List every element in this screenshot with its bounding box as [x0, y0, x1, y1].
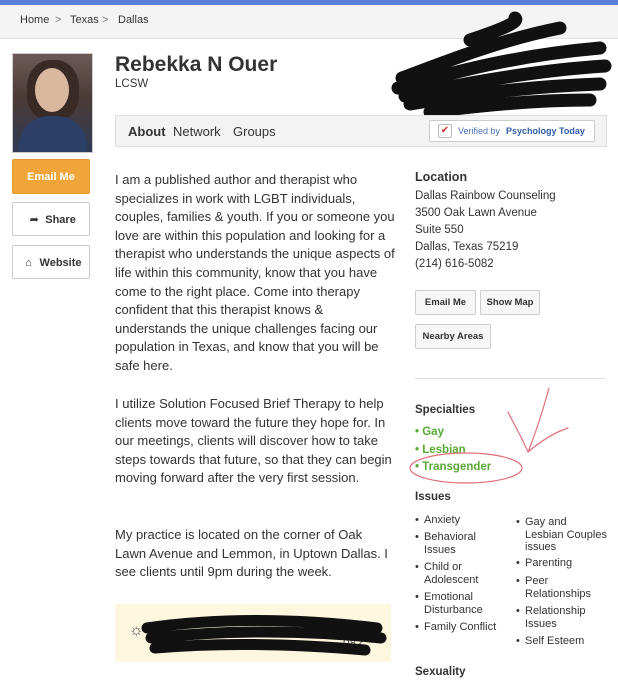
breadcrumb-separator: > [102, 14, 109, 26]
profile-credentials: LCSW [115, 78, 149, 90]
specialties-heading: Specialties [415, 404, 476, 416]
verified-prefix: Verified by [458, 126, 501, 136]
issue-item: • Child or Adolescent [415, 561, 479, 586]
location-line: Dallas, Texas 75219 [415, 241, 519, 253]
breadcrumb-dallas: Dallas [118, 14, 149, 26]
show-map-button[interactable]: Show Map [480, 290, 540, 315]
check-icon: ✔ [438, 124, 452, 138]
specialty-item: • Transgender [415, 461, 492, 473]
location-line: Suite 550 [415, 224, 464, 236]
breadcrumb [0, 5, 618, 39]
sexuality-heading: Sexuality [415, 666, 466, 678]
location-email-button[interactable]: Email Me [415, 290, 476, 315]
specialty-item: • Lesbian [415, 444, 466, 456]
location-line: 3500 Oak Lawn Avenue [415, 207, 537, 219]
email-me-button[interactable] [12, 159, 90, 194]
about-paragraph-1: I am a published author and therapist who specializes in work with LGBT individuals, couples, families & youth. If you or someone you love are within this population and looking for a therapist who understands the unique aspects of life within this community, know that you have come to the right place. Come into therapy confident that this therapist knows & understands the unique challenges facing our population in Texas, and know that you will be safe here. [115, 172, 395, 373]
about-paragraph-3: My practice is located on the corner of Oak Lawn Avenue and Lemmon, in Uptown Dallas. I see clients until 9pm during the week. [115, 527, 388, 580]
about-paragraph-2: I utilize Solution Focused Brief Therapy to help clients move toward the future they hope for. In our meetings, clients will discover how to take steps towards that future, so that they can begin moving forward after the very first session. [115, 396, 392, 486]
sun-icon: ☼ [129, 622, 144, 639]
issue-item: • Self Esteem [516, 635, 585, 647]
breadcrumb-home[interactable]: Home [20, 14, 50, 26]
issue-item: • Behavioral Issues [415, 531, 476, 556]
share-icon: ➦ [29, 214, 39, 226]
issue-item: • Emotional Disturbance [415, 591, 483, 616]
divider [415, 378, 605, 379]
issue-item: • Relationship Issues [516, 605, 586, 630]
share-button[interactable] [12, 202, 90, 236]
website-button[interactable] [12, 245, 90, 279]
issue-item: • Parenting [516, 557, 573, 569]
callout-box [115, 604, 391, 662]
email-button-label: Email Me [27, 171, 75, 183]
issue-item: • Family Conflict [415, 621, 497, 633]
issue-item: • Peer Relationships [516, 575, 592, 600]
verified-brand: Psychology Today [506, 126, 585, 136]
tab-about[interactable]: About [128, 124, 166, 139]
specialty-item: • Gay [415, 426, 444, 438]
tab-groups[interactable]: Groups [233, 124, 276, 139]
issues-heading: Issues [415, 491, 451, 503]
issue-item: • Anxiety [415, 514, 461, 526]
breadcrumb-texas[interactable]: Texas [70, 14, 99, 26]
callout-text: 082 [343, 636, 364, 650]
profile-photo [12, 53, 93, 153]
location-line: Dallas Rainbow Counseling [415, 190, 556, 202]
verified-badge[interactable] [429, 120, 595, 142]
issue-item: • Gay and Lesbian Couples issues [516, 516, 607, 553]
nearby-areas-button[interactable]: Nearby Areas [415, 324, 491, 349]
home-icon: ⌂ [25, 257, 32, 269]
website-label: Website [39, 257, 82, 269]
location-heading: Location [415, 170, 468, 184]
breadcrumb-separator: > [55, 14, 62, 26]
redaction-scribble-callout [115, 604, 391, 662]
phone-number[interactable]: (214) 616-5082 [415, 258, 494, 270]
share-label: Share [45, 214, 76, 226]
tab-network[interactable]: Network [173, 124, 221, 139]
profile-name: Rebekka N Ouer [115, 53, 278, 76]
